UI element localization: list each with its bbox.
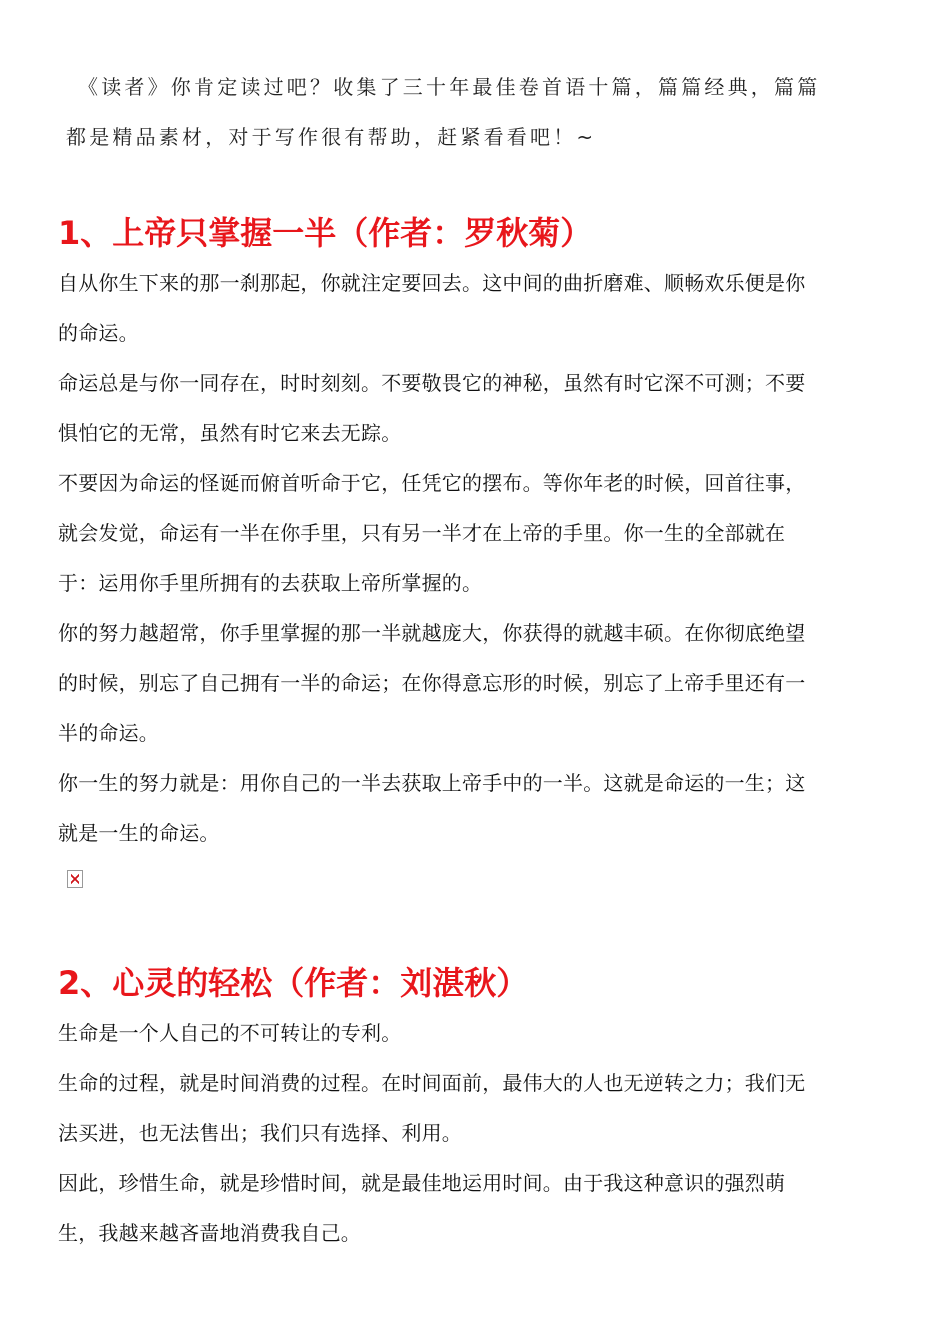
body-line: 的时候，别忘了自己拥有一半的命运；在你得意忘形的时候，别忘了上帝手里还有一 <box>58 671 806 695</box>
body-line: 不要因为命运的怪诞而俯首听命于它，任凭它的摆布。等你年老的时候，回首往事， <box>58 471 806 495</box>
body-line: 半的命运。 <box>58 721 159 745</box>
body-line: 生命是一个人自己的不可转让的专利。 <box>58 1021 402 1045</box>
body-line: 生，我越来越吝啬地消费我自己。 <box>58 1221 361 1245</box>
body-line: 就是一生的命运。 <box>58 821 220 845</box>
body-line: 命运总是与你一同存在，时时刻刻。不要敬畏它的神秘，虽然有时它深不可测；不要 <box>58 371 806 395</box>
body-line: 就会发觉，命运有一半在你手里，只有另一半才在上帝的手里。你一生的全部就在 <box>58 521 786 545</box>
intro-paragraph <box>66 62 886 162</box>
body-line: 你的努力越超常，你手里掌握的那一半就越庞大，你获得的就越丰硕。在你彻底绝望 <box>58 621 806 645</box>
article-section-2 <box>58 958 898 1258</box>
article-title: 1、上帝只掌握一半（作者：罗秋菊） <box>58 214 593 252</box>
body-line: 的命运。 <box>58 321 139 345</box>
article-body <box>58 258 898 858</box>
body-line: 于：运用你手里所拥有的去获取上帝所掌握的。 <box>58 571 483 595</box>
article-title: 2、心灵的轻松（作者：刘湛秋） <box>58 964 529 1002</box>
body-line: 生命的过程，就是时间消费的过程。在时间面前，最伟大的人也无逆转之力；我们无 <box>58 1071 806 1095</box>
body-line: 因此，珍惜生命，就是珍惜时间，就是最佳地运用时间。由于我这种意识的强烈萌 <box>58 1171 786 1195</box>
body-line: 你一生的努力就是：用你自己的一半去获取上帝手中的一半。这就是命运的一生；这 <box>58 771 806 795</box>
article-section-1 <box>58 208 898 858</box>
intro-line: 都是精品素材，对于写作很有帮助，赶紧看看吧！~ <box>66 125 597 149</box>
broken-image-icon <box>67 870 83 888</box>
body-line: 法买进，也无法售出；我们只有选择、利用。 <box>58 1121 462 1145</box>
intro-line: 《读者》你肯定读过吧？收集了三十年最佳卷首语十篇，篇篇经典，篇篇 <box>78 75 821 99</box>
body-line: 惧怕它的无常，虽然有时它来去无踪。 <box>58 421 402 445</box>
article-body <box>58 1008 898 1258</box>
body-line: 自从你生下来的那一刹那起，你就注定要回去。这中间的曲折磨难、顺畅欢乐便是你 <box>58 271 806 295</box>
